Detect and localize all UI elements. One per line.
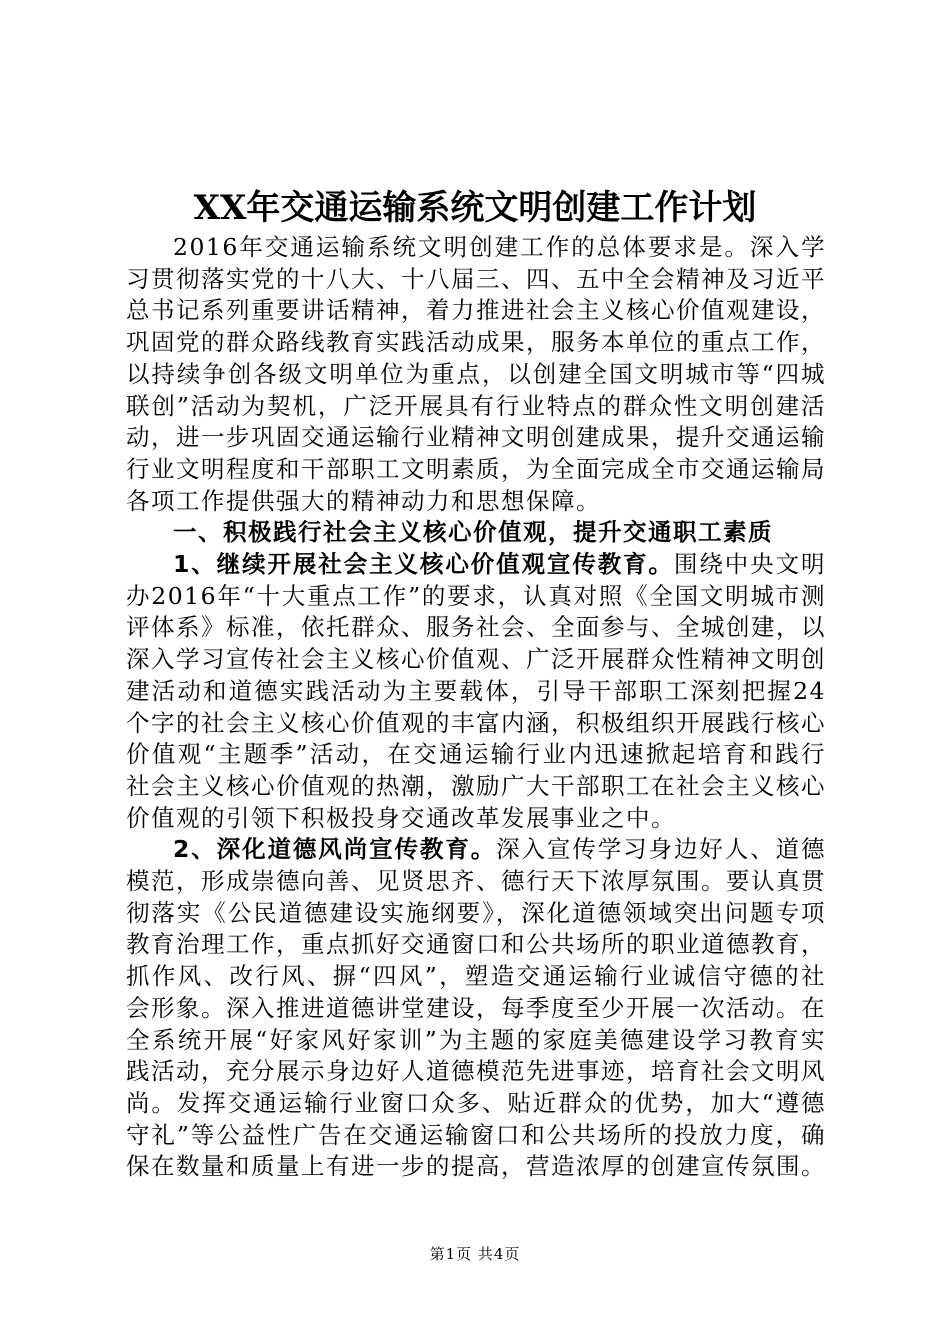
document-body	[126, 232, 826, 1183]
item-1-lead: 1、继续开展社会主义核心价值观宣传教育。	[173, 550, 674, 579]
page-footer: 第1页 共4页	[429, 1245, 521, 1263]
section-heading: 一、积极践行社会主义核心价值观，提升交通职工素质	[173, 518, 773, 547]
item-2-body: 深入宣传学习身边好人、道德模范，形成崇德向善、见贤思齐、德行天下浓厚氛围。要认真贯彻落实《公民道德建设实施纲要》，深化道德领域突出问题专项教育治理工作，重点抓好交通窗口和公共场所的职业道德教育，抓作风、改行风、摒“四风”，塑造交通运输行业诚信守德的社会形象。深入推进道德讲堂建设，每季度至少开展一次活动。在全系统开展“好家风好家训”为主题的家庭美德建设学习教育实践活动，充分展示身边好人道德模范先进事迹，培育社会文明风尚。发挥交通运输行业窗口众多、贴近群众的优势，加大“遵德守礼”等公益性广告在交通运输窗口和公共场所的投放力度，确保在数量和质量上有进一步的提高，营造浓厚的创建宣传氛围。	[126, 835, 826, 1181]
item-1-body: 围绕中央文明办2016年“十大重点工作”的要求，认真对照《全国文明城市测评体系》标准，依托群众、服务社会、全面参与、全城创建，以深入学习宣传社会主义核心价值观、广泛开展群众性精神文明创建活动和道德实践活动为主要载体，引导干部职工深刻把握24个字的社会主义核心价值观的丰富内涵，积极组织开展践行核心价值观“主题季”活动，在交通运输行业内迅速掀起培育和践行社会主义核心价值观的热潮，激励广大干部职工在社会主义核心价值观的引领下积极投身交通改革发展事业之中。	[126, 550, 826, 832]
item-2-paragraph	[126, 834, 826, 1183]
item-1-paragraph	[126, 549, 826, 834]
item-2-lead: 2、深化道德风尚宣传教育。	[173, 835, 497, 864]
document-title: XX年交通运输系统文明创建工作计划	[193, 188, 757, 228]
intro-paragraph: 2016年交通运输系统文明创建工作的总体要求是。深入学习贯彻落实党的十八大、十八届三、四、五中全会精神及习近平总书记系列重要讲话精神，着力推进社会主义核心价值观建设，巩固党的群众路线教育实践活动成果，服务本单位的重点工作，以持续争创各级文明单位为重点，以创建全国文明城市等“四城联创”活动为契机，广泛开展具有行业特点的群众性文明创建活动，进一步巩固交通运输行业精神文明创建成果，提升交通运输行业文明程度和干部职工文明素质，为全面完成全市交通运输局各项工作提供强大的精神动力和思想保障。	[126, 233, 826, 515]
